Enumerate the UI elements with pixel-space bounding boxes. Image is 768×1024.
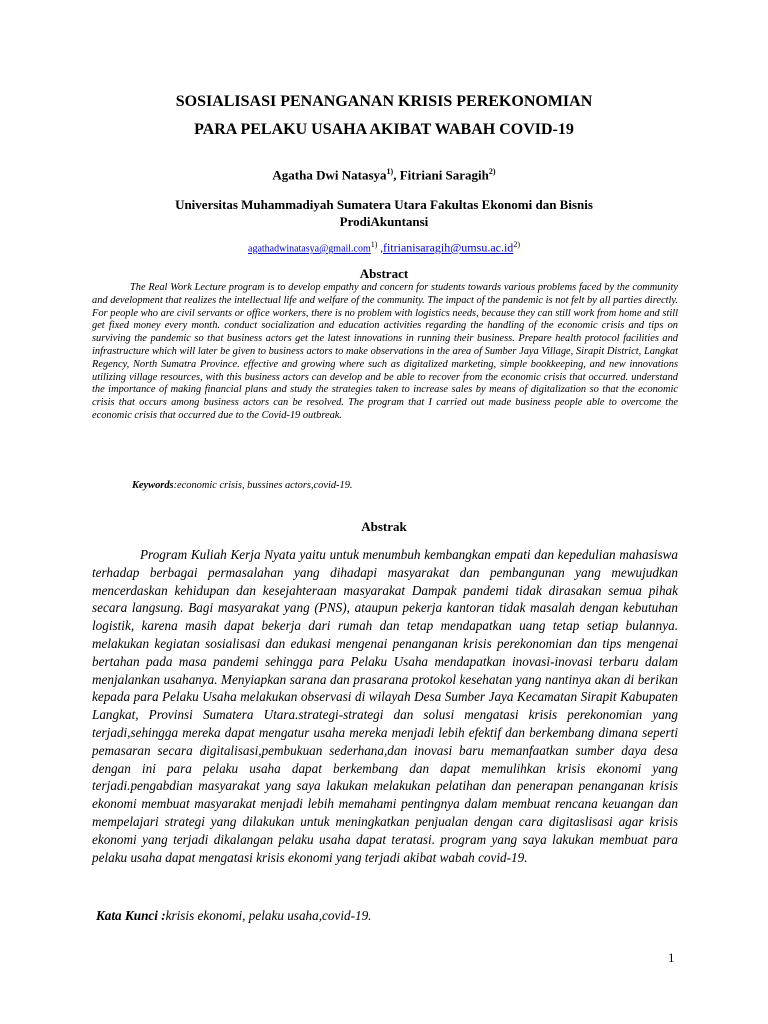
- affiliation-line-1: Universitas Muhammadiyah Sumatera Utara Fakultas Ekonomi dan Bisnis: [175, 197, 593, 212]
- abstrak-heading: Abstrak: [361, 519, 407, 534]
- keywords-value: krisis ekonomi, pelaku usaha,covid-19.: [165, 908, 372, 923]
- keywords-value: :economic crisis, bussines actors,covid-19.: [173, 480, 353, 491]
- email-marker: 2): [513, 240, 520, 249]
- author-separator: ,: [393, 167, 400, 183]
- paper-title-line-1: SOSIALISASI PENANGANAN KRISIS PEREKONOMIAN: [175, 93, 593, 110]
- author-list: [0, 167, 768, 183]
- email-marker: 1): [370, 240, 378, 249]
- paper-title-line-2: PARA PELAKU USAHA AKIBAT WABAH COVID-19: [194, 121, 574, 138]
- email-separator: ,: [377, 242, 383, 255]
- abstract-heading: Abstract: [359, 266, 409, 281]
- abstract-body-english: The Real Work Lecture program is to develop empathy and concern for students towards various problems faced by the community and development that realizes the intellectual life and welfare of the community. The impact of the pandemic is not felt by all parties directly. For people who are civil servants or office workers, there is no problem with logistics needs, because they can still work from home and still get fixed money every month. conduct socialization and education activities regarding the handling of the economic crisis and tips on surviving the pandemic so that business actors get the latest innovations in running their business. Prepare health protocol facilities and infrastructure which will later be given to business actors to make observations in the area of Sumber Jaya Village, Sirapit District, Langkat Regency, North Sumatra Province. effective and growing where such as digitalized marketing, simple bookkeeping, and new innovations utilizing village resources, with this business actors can develop and be able to recover from the economic crisis that occurred. understand the importance of making financial plans and study the strategies taken to increase sales by means of digitalization so that the economic crisis that occurs among business actors can be resolved. The program that I carried out made business people able to overcome the economic crisis that occurred due to the Covid-19 outbreak.: [92, 282, 678, 421]
- author-name: Agatha Dwi Natasya: [272, 167, 387, 183]
- abstract-body-indonesian: Program Kuliah Kerja Nyata yaitu untuk menumbuh kembangkan empati dan kepedulian mahasiswa terhadap berbagai permasalahan yang dihadapi masyarakat dan pembangunan yang mewujudkan mencerdaskan kehidupan dan kesejahteraan masyarakat Dampak pandemi tidak dirasakan semua pihak secara langsung. Bagi masyarakat yang (PNS), ataupun pekerja kantoran tidak masalah dengan kebutuhan logistik, karena masih dapat bekerja dari rumah dan tetap mendapatkan uang tetap setiap bulannya. melakukan kegiatan sosialisasi dan edukasi mengenai penanganan krisis perekonomian dan tips mengenai bertahan pada masa pandemi sehingga para Pelaku Usaha mendapatkan inovasi-inovasi terbaru dalam menjalankan usahanya. Menyiapkan sarana dan prasarana protokol kesehatan yang nantinya akan di berikan kepada para Pelaku Usaha melakukan observasi di wilayah Desa Sumber Jaya Kecamatan Sirapit Kabupaten Langkat, Provinsi Sumatera Utara.strategi-strategi dan solusi mengatasi krisis perekonomian yang terjadi,sehingga mereka dapat mengatur usaha mereka menjadi lebih efektif dan berkembang dimana seperti pemasaran secara digitalisasi,pembukuan sederhana,dan inovasi baru memanfaatkan sumber daya desa dengan ini para pelaku usaha dapat berkembang dan dapat memulihkan krisis ekonomi yang terjadi.pengabdian masyarakat yang saya lakukan melakukan pelatihan dan penerapan penanganan krisis ekonomi membuat masyarakat menjadi lebih memahami pentingnya dalam membuat rencana keuangan dan mempelajari strategi yang dilakukan untuk meningkatkan penjualan dengan cara digitaslisasi agar krisis ekonomi yang terjadi dikalangan pelaku usaha dapat teratasi. program yang saya lakukan membuat para pelaku usaha dapat mengatasi krisis ekonomi yang terjadi akibat wabah covid-19.: [92, 547, 678, 865]
- page-number: 1: [668, 950, 675, 965]
- author-affiliation-marker: 2): [488, 167, 496, 176]
- author-affiliation-marker: 1): [386, 167, 394, 176]
- keywords-label: Kata Kunci :: [96, 908, 166, 923]
- keywords-english: [132, 480, 672, 491]
- affiliation-line-2: ProdiAkuntansi: [339, 214, 429, 229]
- keywords-indonesian: [96, 908, 676, 924]
- author-name: Fitriani Saragih: [399, 167, 489, 183]
- author-emails: [0, 240, 768, 256]
- email-link[interactable]: fitrianisaragih@umsu.ac.id: [382, 240, 514, 255]
- email-link[interactable]: agathadwinatasya@gmail.com: [248, 243, 371, 255]
- keywords-label: Keywords: [132, 480, 174, 491]
- affiliation: [0, 196, 768, 230]
